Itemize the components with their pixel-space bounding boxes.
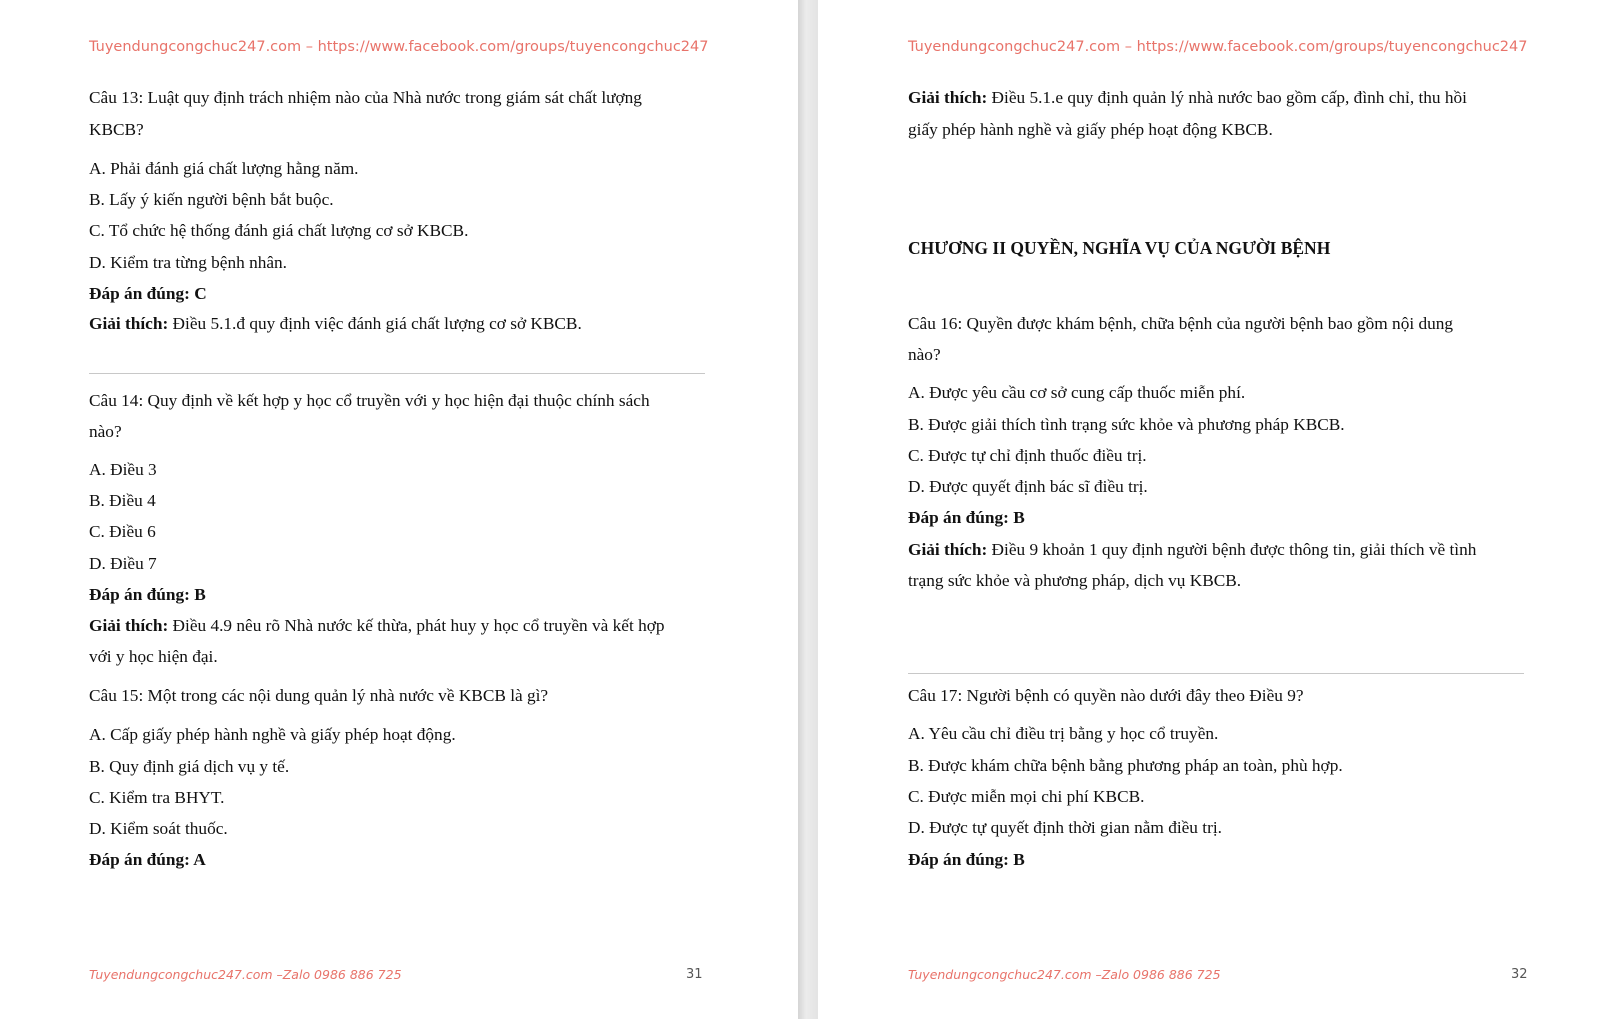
question-14-option-d: D. Điều 7 (89, 554, 157, 573)
question-16-option-a: A. Được yêu cầu cơ sở cung cấp thuốc miễn phí. (908, 383, 1246, 402)
question-14-answer (89, 585, 206, 605)
document-page-32 (818, 0, 1600, 1019)
question-17-option-b: B. Được khám chữa bệnh bằng phương pháp an toàn, phù hợp. (908, 756, 1343, 775)
chapter-heading: CHƯƠNG II QUYỀN, NGHĨA VỤ CỦA NGƯỜI BỆNH (908, 238, 1331, 258)
question-15-explanation-cont: giấy phép hành nghề và giấy phép hoạt động KBCB. (908, 120, 1273, 139)
question-16-text: Câu 16: Quyền được khám bệnh, chữa bệnh của người bệnh bao gồm nội dung (908, 314, 1454, 333)
section-divider (89, 373, 705, 374)
question-14-option-c: C. Điều 6 (89, 522, 156, 541)
answer-label: Đáp án đúng: (89, 284, 190, 303)
explain-label: Giải thích: (908, 88, 988, 107)
page-header[interactable]: Tuyendungcongchuc247.com – https://www.facebook.com/groups/tuyencongchuc247 (908, 39, 1528, 55)
explain-text: Điều 5.1.e quy định quản lý nhà nước bao gồm cấp, đình chỉ, thu hồi (991, 88, 1467, 107)
question-14-text-cont: nào? (89, 422, 122, 441)
question-13-option-c: C. Tổ chức hệ thống đánh giá chất lượng cơ sở KBCB. (89, 221, 469, 240)
answer-label: Đáp án đúng: (89, 850, 190, 869)
page-number: 31 (686, 967, 703, 982)
question-17-option-c: C. Được miễn mọi chi phí KBCB. (908, 787, 1145, 806)
question-13-option-a: A. Phải đánh giá chất lượng hằng năm. (89, 159, 359, 178)
page-footer: Tuyendungcongchuc247.com –Zalo 0986 886 725 (908, 967, 1221, 982)
question-15-text: Câu 15: Một trong các nội dung quản lý nhà nước về KBCB là gì? (89, 686, 549, 705)
document-page-31 (0, 0, 798, 1019)
question-15-option-c: C. Kiểm tra BHYT. (89, 788, 225, 807)
explain-label: Giải thích: (908, 540, 988, 559)
answer-label: Đáp án đúng: (908, 508, 1009, 527)
explain-text: Điều 5.1.đ quy định việc đánh giá chất lượng cơ sở KBCB. (172, 314, 582, 333)
question-15-option-d: D. Kiểm soát thuốc. (89, 819, 228, 838)
question-16-text-cont: nào? (908, 345, 941, 364)
question-14-option-a: A. Điều 3 (89, 460, 157, 479)
page-number: 32 (1511, 967, 1528, 982)
question-14-text: Câu 14: Quy định về kết hợp y học cổ truyền với y học hiện đại thuộc chính sách (89, 391, 650, 410)
question-17-option-d: D. Được tự quyết định thời gian nằm điều trị. (908, 818, 1222, 837)
question-16-explanation-cont: trạng sức khỏe và phương pháp, dịch vụ KBCB. (908, 571, 1242, 590)
question-15-option-a: A. Cấp giấy phép hành nghề và giấy phép hoạt động. (89, 725, 456, 744)
question-16-answer (908, 508, 1025, 528)
question-16-option-c: C. Được tự chỉ định thuốc điều trị. (908, 446, 1147, 465)
explain-label: Giải thích: (89, 314, 169, 333)
question-16-explanation (908, 540, 1476, 560)
question-15-explanation (908, 88, 1467, 108)
answer-label: Đáp án đúng: (89, 585, 190, 604)
page-gutter (798, 0, 818, 1019)
answer-label: Đáp án đúng: (908, 850, 1009, 869)
question-15-option-b: B. Quy định giá dịch vụ y tế. (89, 757, 290, 776)
question-15-answer (89, 850, 206, 870)
question-14-explanation (89, 616, 665, 636)
question-13-option-b: B. Lấy ý kiến người bệnh bắt buộc. (89, 190, 334, 209)
answer-value: B (1013, 508, 1025, 527)
question-13-answer (89, 284, 207, 304)
answer-value: C (194, 284, 207, 303)
question-13-text: Câu 13: Luật quy định trách nhiệm nào của Nhà nước trong giám sát chất lượng (89, 88, 642, 107)
page-footer: Tuyendungcongchuc247.com –Zalo 0986 886 725 (89, 967, 402, 982)
answer-value: B (1013, 850, 1025, 869)
explain-text: Điều 9 khoản 1 quy định người bệnh được thông tin, giải thích về tình (991, 540, 1477, 559)
question-13-text-cont: KBCB? (89, 120, 144, 139)
page-header[interactable]: Tuyendungcongchuc247.com – https://www.facebook.com/groups/tuyencongchuc247 (89, 39, 709, 55)
question-16-option-b: B. Được giải thích tình trạng sức khỏe và phương pháp KBCB. (908, 415, 1345, 434)
question-17-answer (908, 850, 1025, 870)
question-16-option-d: D. Được quyết định bác sĩ điều trị. (908, 477, 1148, 496)
explain-label: Giải thích: (89, 616, 169, 635)
question-14-explanation-cont: với y học hiện đại. (89, 647, 218, 666)
question-17-text: Câu 17: Người bệnh có quyền nào dưới đây theo Điều 9? (908, 686, 1304, 705)
explain-text: Điều 4.9 nêu rõ Nhà nước kế thừa, phát huy y học cổ truyền và kết hợp (172, 616, 665, 635)
question-17-option-a: A. Yêu cầu chỉ điều trị bằng y học cổ truyền. (908, 724, 1219, 743)
question-14-option-b: B. Điều 4 (89, 491, 156, 510)
answer-value: A (193, 850, 206, 869)
question-13-explanation (89, 314, 582, 334)
question-13-option-d: D. Kiểm tra từng bệnh nhân. (89, 253, 287, 272)
section-divider (908, 673, 1524, 674)
answer-value: B (194, 585, 206, 604)
